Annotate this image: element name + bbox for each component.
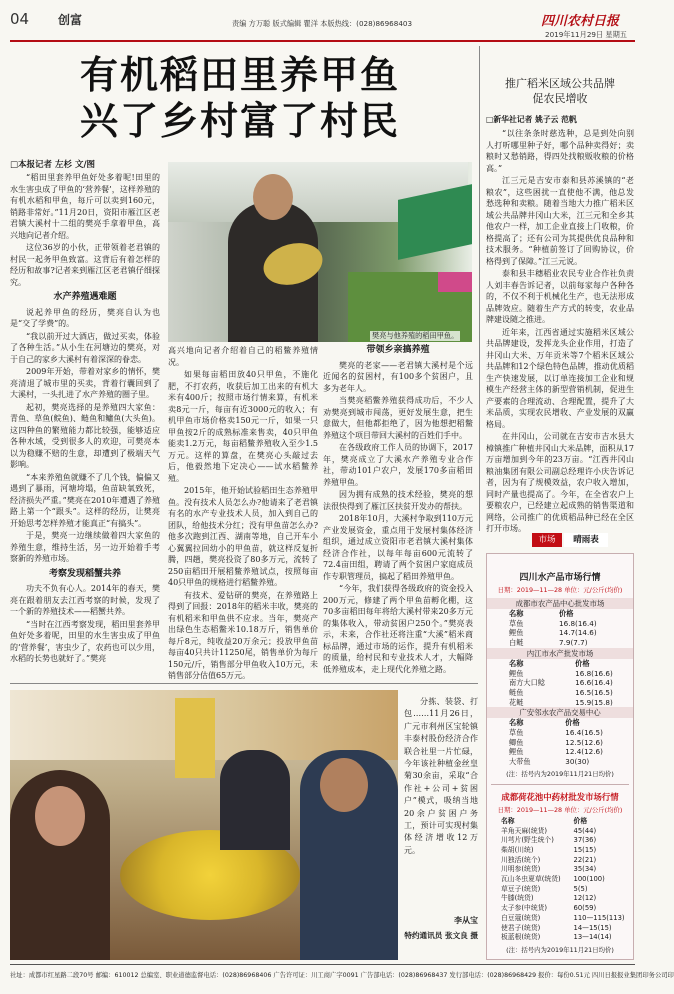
item-name: 草鱼 <box>509 618 524 628</box>
paragraph: 如果每亩稻田放40只甲鱼，不施化肥，不打农药，收获后加工出来的有机大米有400斤；按照市场行情来算，有机米卖8元一斤，每亩有近3000元的收入；有机甲鱼市场价格卖150元一斤，如果一只甲鱼按2斤的成熟标准来售卖，40只甲鱼能卖1.2万元，每亩稻鳖养殖收入至少1.5万元。这样的算盘，在樊亮心头敲过去后，他毅然地下定决心——试水稻鳖养殖。 <box>168 370 318 483</box>
table-row <box>487 827 633 837</box>
issue-date: 2019年11月29日 星期五 <box>545 30 627 39</box>
item-price: 16.5(16.5) <box>575 687 613 697</box>
paragraph: “今年，我们获得各级政府的资金投入200万元，修建了两个甲鱼苗孵化棚，这70多亩稻田每年将给大溪村带来20多万元的集体收入，带动贫困户250个。”樊亮表示，未来，合作社还将注重“大溪”稻米商标品牌，通过市场的运作，提升有机稻米的质量，给村民和专业技术人才，大幅降低养殖成本，走上现代化养殖之路。 <box>323 584 473 674</box>
market-section-title: 广安邻水农产品交易中心 <box>487 707 633 718</box>
table-row <box>487 747 633 757</box>
table-row <box>487 669 633 679</box>
sichuan-market-title: 四川水产品市场行情 <box>519 573 601 583</box>
market-tab <box>486 533 634 547</box>
table-row <box>487 875 633 885</box>
footer-rule <box>10 964 635 965</box>
col-price: 价格 <box>573 816 588 825</box>
bottom-photo-caption: 分拣、装袋、打包……11月26日，广元市利州区宝轮镇丰泰村股份经济合作联合社里一片忙碌，今年该社种植金丝皇菊30余亩，采取“合作社+公司+贫困户”模式，吸纳当地20余户贫困户务工，预计可实现村集体经济增收12万元。 <box>404 697 478 855</box>
side-article-body <box>486 128 634 533</box>
masthead-logo: 四川农村日报 <box>541 14 620 29</box>
col-name: 名称 <box>501 816 515 825</box>
subheading: 考察发现稻蟹共养 <box>48 568 121 579</box>
table-row <box>487 894 633 904</box>
paragraph: “稻田里套养甲鱼好处多着呢!田里的水生害虫成了甲鱼的‘营养餐’，这样养殖的有机水稻和甲鱼，每斤可以卖到160元，销路非常好。”11月20日，资阳市雁江区老君镇大溪村十二组的樊亮手拿着甲鱼，高兴地向记者介绍。 <box>10 173 160 240</box>
herb-price-table <box>487 817 633 943</box>
item-name: 白豆蔻(统货) <box>501 913 541 922</box>
market-box <box>486 553 634 960</box>
col-price: 价格 <box>575 658 590 668</box>
item-price: 5(5) <box>573 884 588 893</box>
table-row <box>487 865 633 875</box>
market-tab-left: 市场 <box>532 533 562 547</box>
table-row <box>487 698 633 708</box>
paragraph: 于是，樊亮一边继续做着四大家鱼的养殖生意，维持生活，另一边开始着手考察新的养殖市场。 <box>10 531 160 563</box>
side-title-line-2: 促农民增收 <box>532 92 588 105</box>
price-table <box>487 609 633 648</box>
chengdu-market-title: 成都荷花池中药材批发市场行情 <box>501 791 619 802</box>
paragraph: 功夫不负有心人。2014年的春天，樊亮在跟着朋友去江西考察的时候，发现了一个新的养殖技术——稻蟹共养。 <box>10 584 160 616</box>
col-name: 名称 <box>509 658 524 668</box>
table-row <box>487 728 633 738</box>
item-name: 太子参(中统货) <box>501 904 548 913</box>
col-price: 价格 <box>559 609 574 618</box>
item-price: 45(44) <box>573 826 597 835</box>
paragraph: 这位36岁的小伙，正带领着老君镇的村民一起务甲鱼致富。这背后有着怎样的经历和故事?记者来到雁江区老君镇仔细探究。 <box>10 243 160 287</box>
table-header <box>487 718 633 728</box>
item-price: 37(36) <box>573 836 597 845</box>
paragraph: 起初，樊亮选择的是养殖四大家鱼：青鱼、草鱼(鲩鱼)、鲢鱼和鳙鱼(大头鱼)。这四种鱼的繁殖能力都比较强，能够适应各种水域，受到很多人的欢迎，可樊亮本以为稳赚不赔的生意，却遭到了极端天气影响。 <box>10 402 160 469</box>
item-price: 14.7(14.6) <box>559 628 597 638</box>
table-row <box>487 924 633 934</box>
side-byline: □新华社记者 姚子云 范帆 <box>486 115 577 124</box>
item-name: 鲫鱼 <box>509 737 524 747</box>
headline <box>20 52 460 144</box>
table-row <box>487 836 633 846</box>
divider <box>491 784 629 785</box>
paragraph: 高兴地向记者介绍着自己的稻鳖养殖情况。 <box>168 346 318 367</box>
item-name: 鲤鱼 <box>509 747 524 757</box>
rule <box>10 683 478 684</box>
table-row <box>487 678 633 688</box>
table-row <box>487 628 633 638</box>
item-price: 110—115(113) <box>573 913 625 922</box>
subheading: 带领乡亲搞养殖 <box>366 345 430 355</box>
item-name: 白鲢 <box>509 638 524 648</box>
market-section-title: 成都市农产品中心批发市场 <box>487 598 633 609</box>
item-name: 草鱼 <box>509 728 524 738</box>
paragraph: 因为拥有成熟的技术经验，樊亮的想法很快得到了雁江区扶贫开发办的帮扶。 <box>323 490 473 511</box>
byline: □本报记者 左杉 文/图 <box>10 160 96 170</box>
market-section-title: 内江市水产批发市场 <box>487 648 633 659</box>
photo-credit-reporter: 李从宝 <box>454 916 478 925</box>
item-name: 鲢鱼 <box>509 687 524 697</box>
item-price: 7.9(7.7) <box>559 638 588 648</box>
item-name: 使君子(统货) <box>501 923 541 932</box>
item-name: 花鲢 <box>509 697 524 707</box>
item-price: 15.9(15.8) <box>575 697 613 707</box>
table-row <box>487 914 633 924</box>
paragraph: “我以前开过大酒店，做过买卖，体验了各种生活。”从小生在河塘边的樊亮，对于自己的家乡大溪村有着深深的眷恋。 <box>10 331 160 364</box>
item-price: 12(12) <box>573 894 597 903</box>
photo-credit-correspondent: 特约通讯员 张文良 摄 <box>404 931 478 940</box>
table-row <box>487 904 633 914</box>
side-title-line-1: 推广稻米区域公共品牌 <box>505 77 615 90</box>
price-table <box>487 659 633 708</box>
article-column-3 <box>323 345 473 677</box>
header-rule <box>10 40 635 42</box>
item-name: 川独活(统个) <box>501 855 541 864</box>
table-row <box>487 846 633 856</box>
item-name: 大带鱼 <box>509 757 531 767</box>
item-price: 12.4(12.6) <box>565 747 603 757</box>
paragraph: 说起养甲鱼的经历，樊亮自认为也是“交了学费”的。 <box>10 307 160 328</box>
chrysanthemum-sorting-photo <box>10 690 398 960</box>
page-number: 04 <box>10 10 30 28</box>
article-column-2 <box>168 345 318 680</box>
item-price: 16.4(16.5) <box>565 728 603 738</box>
side-headline <box>485 76 635 106</box>
item-name: 川芎片(野生统个) <box>501 836 554 845</box>
side-divider <box>479 46 480 531</box>
herb-price-note: (注：括号内为2019年11月21日均价) <box>506 945 614 954</box>
item-name: 南方大口鲶 <box>509 678 545 688</box>
paragraph: 2015年，他开始试验稻田生态养殖甲鱼。没有技术人员怎么办?他请来了老君镇有名的水产专业技术人员，加入到自己的团队，给他技术分红；没有甲鱼苗怎么办?他多次跑到江西、湖南等地，自己开车小心翼翼拉回幼小的甲鱼苗，就这样反复折腾，四趟，樊亮投资了80多万元，流转了250亩稻田开展稻鳖养殖试点，按照每亩40只甲鱼的规格进行稻鳖养殖。 <box>168 486 318 587</box>
article-column-1 <box>10 172 160 677</box>
paragraph: 当樊亮稻鳖养殖获得成功后，不少人劝樊亮到城市闯荡，更好发展生意，把生意做大，但他都拒绝了，因为他想把稻鳖养殖这个项目带回大溪村的百姓们手中。 <box>323 396 473 440</box>
table-row <box>487 757 633 767</box>
paragraph: 泰和县丰穗稻业农民专业合作社负责人刘丰春告诉记者，以前每家每户各种各的，不仅不利于机械化生产，也无法形成品牌效应。随着生产方式的转变，农业品牌建设随之推进。 <box>486 269 634 324</box>
paragraph: 在井冈山，公司就在吉安市吉水县大樟镇推广种植井冈山大米品牌，面积从17万亩增加到今年的23万亩。“江西井冈山粮油集团有限公司副总经理许小庆告诉记者，因为有了规模效益，农户收入增加，同时产量也提高了。今年，在全省农户上要粮农户，已经建立起成熟的销售渠道和网络，公司推广的优质稻品种已经在全区打开市场。 <box>486 432 634 533</box>
paragraph: 樊亮的老家——老君镇大溪村是个远近闻名的贫困村，有100多个贫困户，且多为老年人。 <box>323 360 473 393</box>
table-row <box>487 638 633 648</box>
headline-line-2: 兴了乡村富了村民 <box>79 99 400 143</box>
table-header <box>487 659 633 669</box>
item-price: 35(34) <box>573 865 597 874</box>
paragraph: 近年来，江西省通过实施稻米区域公共品牌建设，发挥龙头企业作用，打造了井冈山大米、万年贡米等7个稻米区域公共品牌和12个绿色特色品牌，推动优质稻生产快速发展，以订单连接加工企业和规模生产经营主体的新型营销机制，促进生产要素的合理流动、合理配置，提升了大米品质，实现农民增收、产业发展的双赢格局。 <box>486 327 634 429</box>
item-name: 川明参(统货) <box>501 865 541 874</box>
paragraph: 在各级政府工作人员的协调下，2017年，樊亮成立了大溪水产养殖专业合作社，带动101户农户，发展170多亩稻田养殖甲鱼。 <box>323 443 473 487</box>
item-price: 30(30) <box>565 757 590 767</box>
table-row <box>487 688 633 698</box>
table-header <box>487 609 633 619</box>
item-name: 草豆子(统货) <box>501 884 541 893</box>
item-price: 60(59) <box>573 904 597 913</box>
paragraph: 2018年10月，大溪村争取到110万元产业发展资金，重点用于发展村集体经济组织，通过成立资阳市老君镇大溪村集体经济合作社，以每年每亩600元流转了72.4亩田组，聘请了两个贫困户家庭成员作专职管理员，搞起了稻田养殖甲鱼。 <box>323 514 473 581</box>
headline-line-1: 有机稻田里养甲鱼 <box>79 53 400 97</box>
item-name: 板蓝根(统货) <box>501 933 541 942</box>
item-name: 羊角天麻(统货) <box>501 826 548 835</box>
item-price: 16.8(16.4) <box>559 618 597 628</box>
item-price: 15(15) <box>573 845 597 854</box>
paragraph: “当时在江西考察发现，稻田里套养甲鱼好处多着呢，田里的水生害虫成了甲鱼的‘营养餐’，害虫少了，农药也可以少用，水稻的长势也就好了。”樊亮 <box>10 619 160 663</box>
item-price: 16.8(16.6) <box>575 668 613 678</box>
item-name: 牛膝(统货) <box>501 894 534 903</box>
paragraph: “本来养殖鱼就赚不了几个钱，偏偏又遇到了暴雨，河塘垮塌，鱼苗缺氧致死，经济损失严重。”樊亮在2010年遭遇了养殖路上第一个“跟头”。这样的经历，让樊亮开始思考怎样养殖才能真正“有搞头”。 <box>10 472 160 528</box>
item-price: 16.6(16.4) <box>575 678 613 688</box>
photo-caption: 樊亮与他养殖的稻田甲鱼。 <box>372 331 459 340</box>
farmer-turtle-photo <box>168 162 472 342</box>
col-price: 价格 <box>565 718 580 728</box>
paragraph: 有技术、爱钻研的樊亮，在养殖路上得到了回报：2018年的稻米丰收，樊亮的有机稻米和甲鱼供不应求。当年，樊亮产出绿色生态稻鳖米10.18万斤，销售单价每斤8元，纯收益20万余元；投放甲鱼苗每亩40只共计11250尾，销售单价为每斤150元/斤，销售部分甲鱼收入10万元，未销售部分估值65万元。 <box>168 590 318 680</box>
paragraph: “以往条条时慈选种，总是到处向别人打听哪里种子好，哪个品种卖得好；卖粮时又愁销路，得四处找粮贩收粮的价格高。” <box>486 129 634 173</box>
col-name: 名称 <box>509 718 524 728</box>
price-table <box>487 718 633 767</box>
item-price: 12.5(12.6) <box>565 737 603 747</box>
item-name: 瓦山冬虫夏草(统货) <box>501 875 561 884</box>
sichuan-market-date: 日期：2019—11—28 单位：元/公斤(均价) <box>497 586 623 594</box>
table-row <box>487 856 633 866</box>
table-row <box>487 933 633 943</box>
item-name: 柴胡(川统) <box>501 845 534 854</box>
paragraph: 江三元是吉安市泰和县苏溪镇的“老粮农”，这些困扰一直使他不满，他总发愁选种和卖粮。随着当地大力推广稻米区域公共品牌井冈山大米，江三元和全乡其他农户一样，加工企业直接上门收粮，价格提高了；还有公司为其提供优良品种和技术服务。“种植前签订了回购协议，价格得到了保障。”江三元说。 <box>486 176 634 266</box>
item-price: 14—15(15) <box>573 923 612 932</box>
editor-info: 责编 方万聪 版式编辑 瞿洋 本版热线：(028)86968403 <box>232 19 413 28</box>
footer-info: 社址：成都市红星路二段70号 邮编：610012 总编室、职业道德监督电话：(028)86968406 广告许可证：川工商广字0091 广告部电话：(028)86968437 发行部电话：(028)86968429 报价：每份0.51元 四川日报报业集团印务公司印 <box>10 972 674 979</box>
item-name: 鲤鱼 <box>509 628 524 638</box>
item-price: 22(21) <box>573 855 597 864</box>
table-header <box>487 817 633 827</box>
table-row <box>487 738 633 748</box>
item-price: 13—14(14) <box>573 933 612 942</box>
market-tab-right: 晴雨表 <box>564 533 608 547</box>
col-name: 名称 <box>509 609 524 618</box>
item-price: 100(100) <box>573 875 605 884</box>
table-row <box>487 619 633 629</box>
section-name: 创富 <box>58 13 83 27</box>
chengdu-market-date: 日期：2019—11—28 单位：元/公斤(均价) <box>497 805 623 814</box>
price-note: (注：括号内为2019年11月21日均价) <box>506 769 614 778</box>
paragraph: 2009年开始，带着对家乡的情怀，樊亮清退了城市里的买卖，背着行囊回到了大溪村，一头扎进了水产养殖的圈子里。 <box>10 367 160 399</box>
table-row <box>487 885 633 895</box>
item-name: 鲤鱼 <box>509 668 524 678</box>
subheading: 水产养殖遇难题 <box>53 292 117 302</box>
